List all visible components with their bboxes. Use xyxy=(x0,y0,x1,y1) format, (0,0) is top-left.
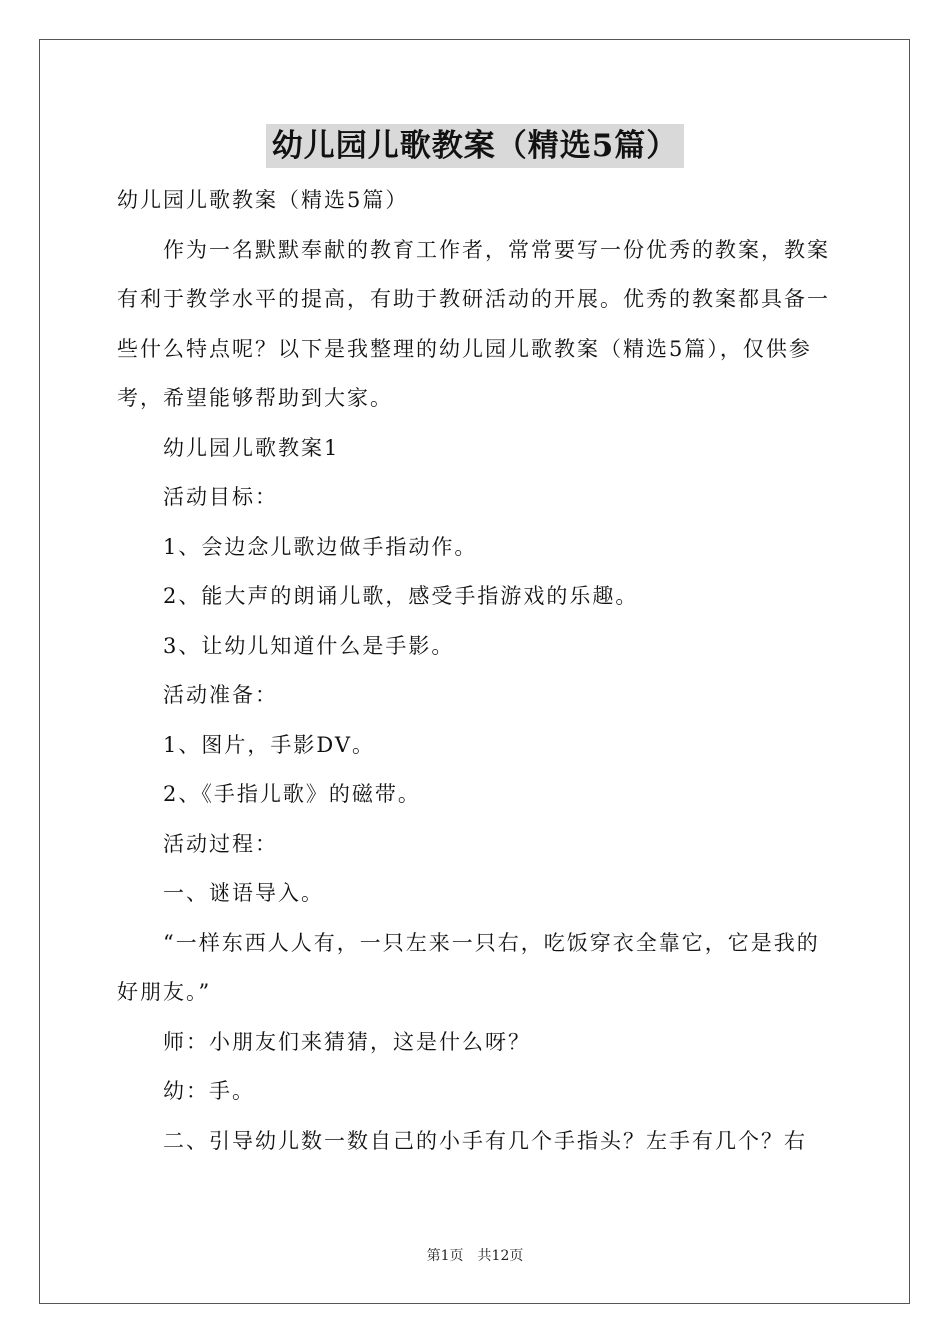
document-title: 幼儿园儿歌教案（精选5篇） xyxy=(266,124,685,168)
section-heading: 幼儿园儿歌教案1 xyxy=(163,435,340,460)
paragraph: 活动目标： xyxy=(163,485,278,509)
paragraph: 幼儿园儿歌教案（精选5篇） xyxy=(117,188,409,212)
paragraph: 活动准备： xyxy=(163,683,278,707)
paragraph: 幼：手。 xyxy=(163,1079,255,1103)
list-item: 2、能大声的朗诵儿歌，感受手指游戏的乐趣。 xyxy=(163,584,639,608)
list-item: 1、图片，手影DV。 xyxy=(163,732,375,757)
paragraph: 师：小朋友们来猜猜，这是什么呀？ xyxy=(163,1029,531,1054)
list-item: 1、会边念儿歌边做手指动作。 xyxy=(163,534,478,559)
paragraph: 一、谜语导入。 xyxy=(163,881,324,905)
paragraph: 二、引导幼儿数一数自己的小手有几个手指头？左手有几个？右 xyxy=(163,1128,807,1153)
document-body xyxy=(117,176,833,1166)
title-container xyxy=(0,124,950,168)
list-item: 3、让幼儿知道什么是手影。 xyxy=(163,633,455,658)
paragraph: “一样东西人人有，一只左来一只右，吃饭穿衣全靠它，它是我的好朋友。” xyxy=(117,930,820,1004)
list-item: 2、《手指儿歌》的磁带。 xyxy=(163,782,421,806)
page-footer: 第1页 共12页 xyxy=(426,1248,524,1264)
paragraph: 作为一名默默奉献的教育工作者，常常要写一份优秀的教案，教案有利于教学水平的提高，有助于教研活动的开展。优秀的教案都具备一些什么特点呢？以下是我整理的幼儿园儿歌教案（精选5篇），仅供参考，希望能够帮助到大家。 xyxy=(117,237,830,410)
paragraph: 活动过程： xyxy=(163,831,278,856)
